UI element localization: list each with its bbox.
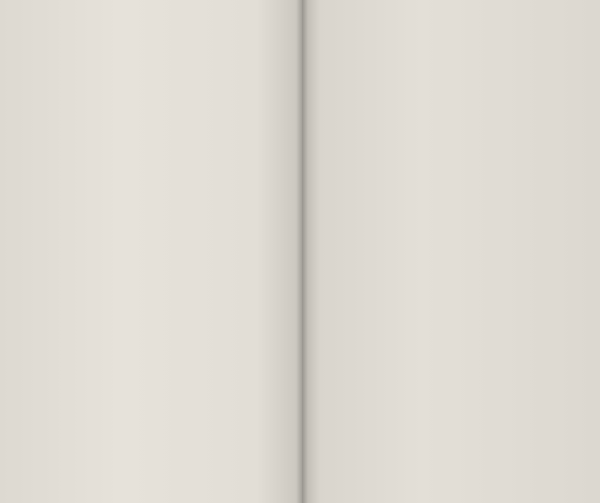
right-page [302,0,600,503]
book-gutter [296,0,308,503]
